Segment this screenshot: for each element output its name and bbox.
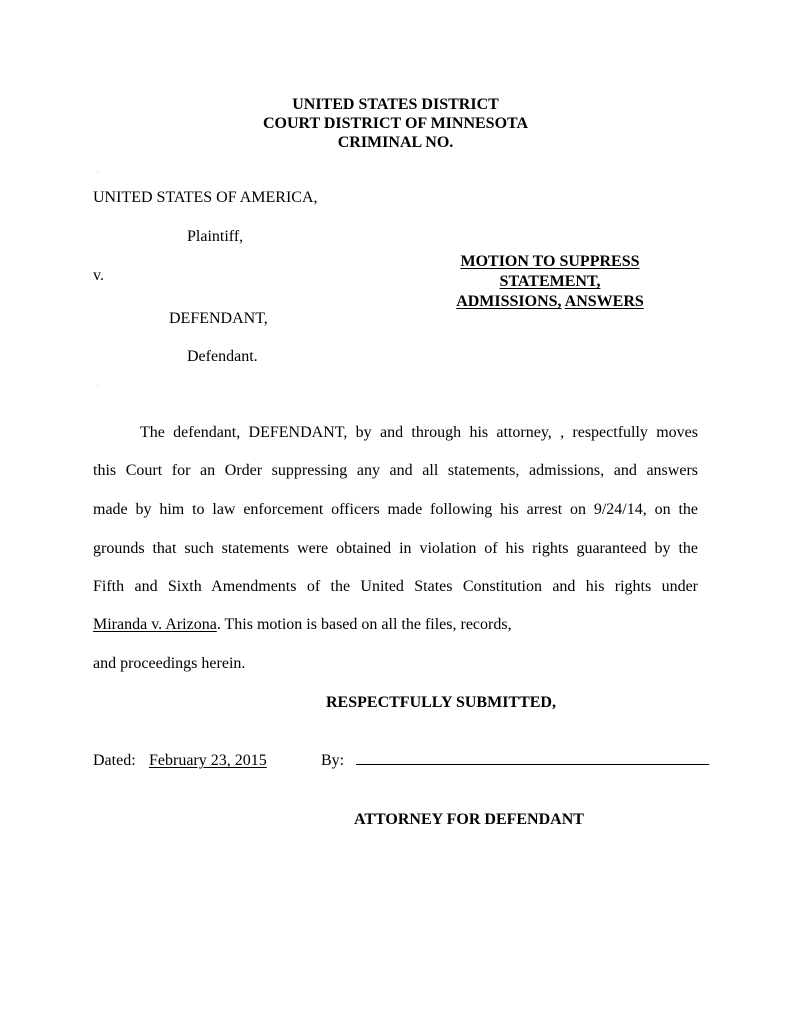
dated-value: February 23, 2015 [149, 752, 267, 769]
body-line-4: grounds that such statements were obtained in violation of his rights guaranteed by the [93, 540, 698, 557]
body-line-1: The defendant, DEFENDANT, by and through his attorney, , respectfully moves [140, 424, 698, 441]
plaintiff-role: Plaintiff, [187, 228, 244, 245]
defendant-role: Defendant. [187, 348, 258, 365]
motion-title-line-1: MOTION TO SUPPRESS [460, 253, 640, 270]
signature-line [356, 764, 709, 765]
body-line-5: Fifth and Sixth Amendments of the United States Constitution and his rights under [93, 578, 698, 595]
respectfully-submitted: RESPECTFULLY SUBMITTED, [326, 694, 556, 711]
motion-title-line-2: STATEMENT, [499, 273, 601, 290]
defendant-party: DEFENDANT, [169, 310, 268, 327]
motion-title-line-3b: ANSWERS [564, 293, 644, 310]
body-line-3: made by him to law enforcement officers made following his arrest on 9/24/14, on the [93, 501, 698, 518]
court-header [0, 95, 791, 152]
body-line-2: this Court for an Order suppressing any and all statements, admissions, and answers [93, 462, 698, 479]
plaintiff-party: UNITED STATES OF AMERICA, [93, 189, 318, 206]
faint-mark [97, 172, 98, 173]
case-citation: Miranda v. Arizona [93, 616, 217, 633]
body-line-7: and proceedings herein. [93, 655, 246, 672]
court-header-line-2: COURT DISTRICT OF MINNESOTA [262, 115, 529, 132]
attorney-for-defendant: ATTORNEY FOR DEFENDANT [354, 811, 584, 828]
body-line-6-rest: . This motion is based on all the files, records, [216, 616, 512, 633]
versus-label: v. [93, 267, 104, 284]
by-label: By: [321, 752, 345, 769]
body-line-6 [93, 616, 512, 634]
dated-label: Dated: [93, 752, 136, 769]
motion-title [420, 252, 680, 312]
faint-mark [97, 385, 98, 386]
motion-title-line-3a: ADMISSIONS, [456, 293, 562, 310]
court-header-line-3: CRIMINAL NO. [337, 134, 454, 151]
court-header-line-1: UNITED STATES DISTRICT [292, 96, 499, 113]
